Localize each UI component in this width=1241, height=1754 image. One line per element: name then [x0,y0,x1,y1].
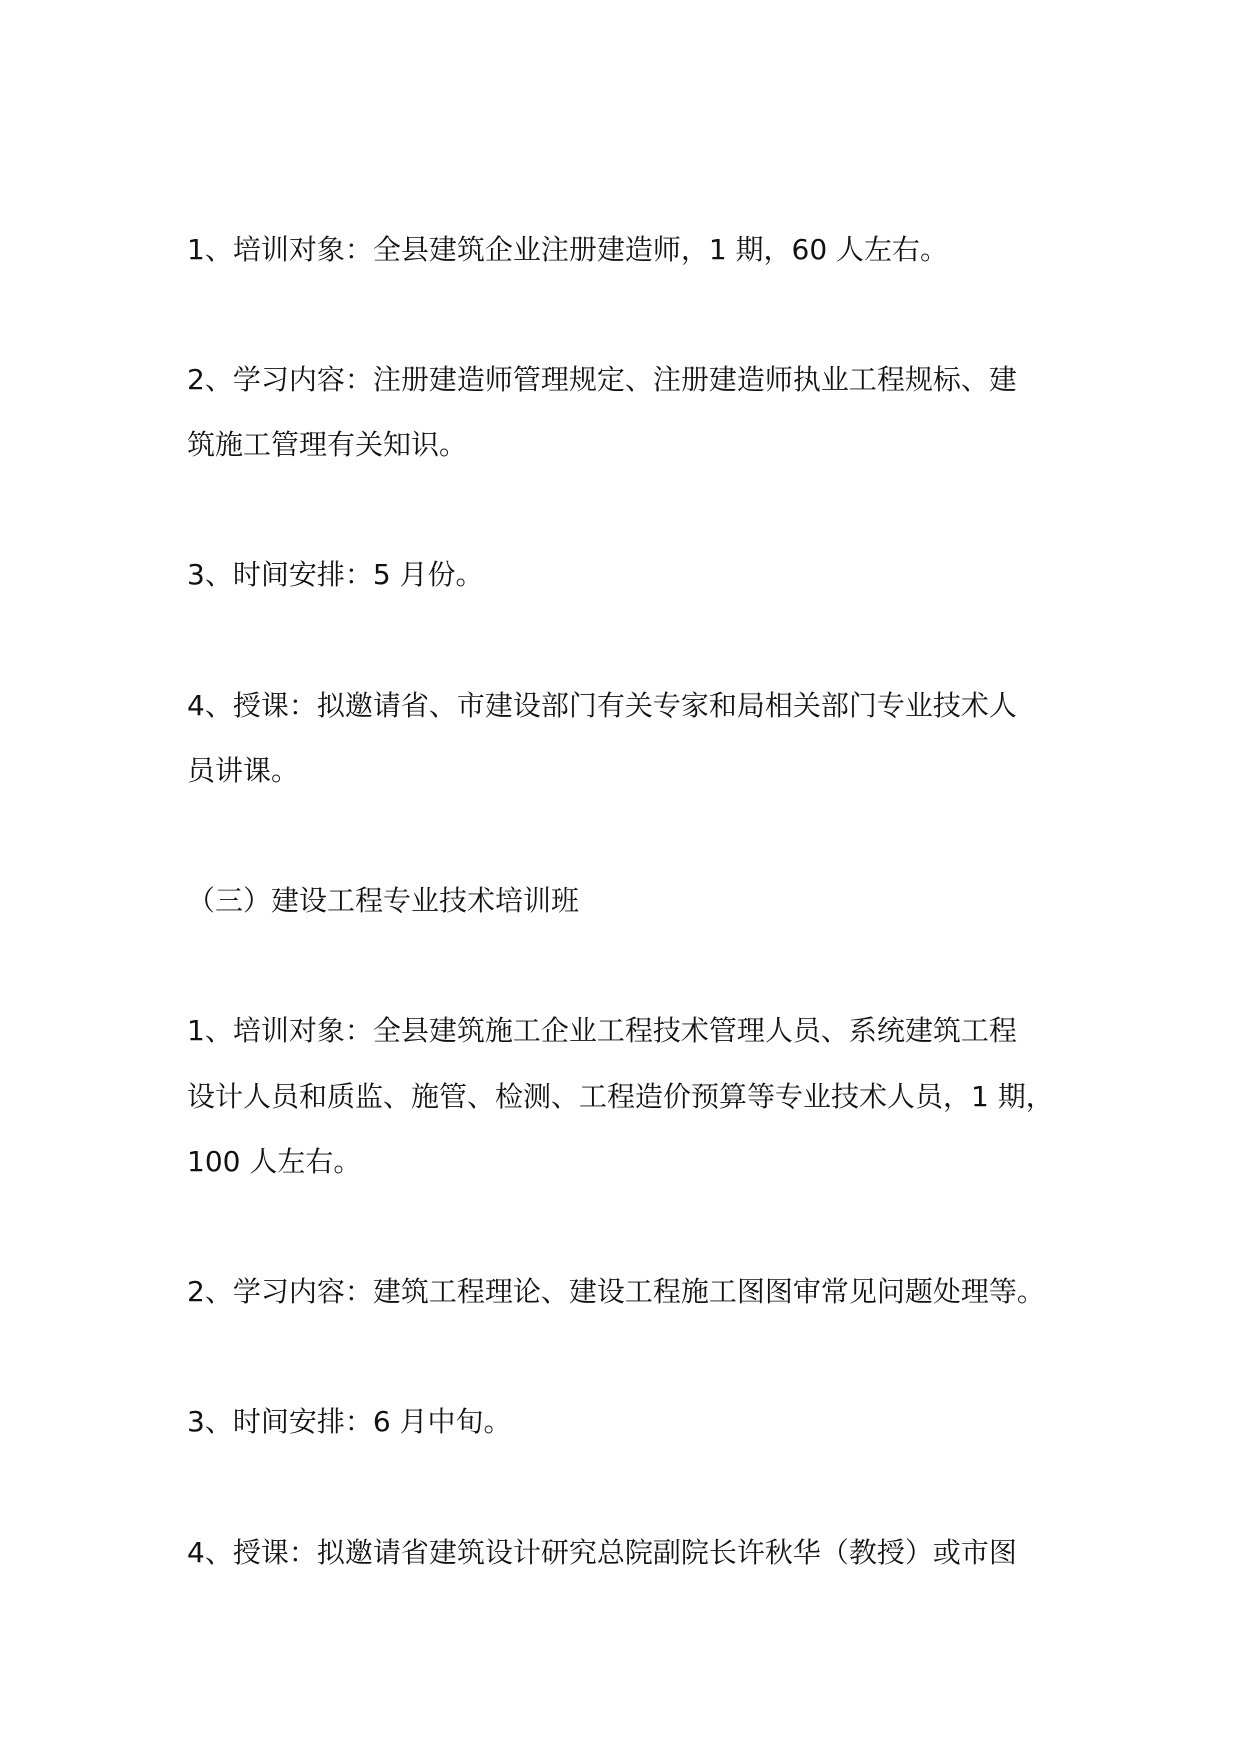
text-line-10: 2、学习内容：建筑工程理论、建设工程施工图图审常见问题处理等。 [187,1275,1045,1308]
text-line-9: 100 人左右。 [187,1145,362,1178]
text-line-8: 设计人员和质监、施管、检测、工程造价预算等专业技术人员，1 期， [187,1080,1054,1113]
text-line-5: 4、授课：拟邀请省、市建设部门有关专家和局相关部门专业技术人 [187,689,1017,722]
text-line-1: 1、培训对象：全县建筑企业注册建造师，1 期，60 人左右。 [187,233,949,266]
text-line-6: 员讲课。 [187,754,300,787]
text-line-2: 2、学习内容：注册建造师管理规定、注册建造师执业工程规标、建 [187,363,1017,396]
text-line-11: 3、时间安排：6 月中旬。 [187,1405,512,1438]
text-line-7: 1、培训对象：全县建筑施工企业工程技术管理人员、系统建筑工程 [187,1014,1017,1047]
text-line-12: 4、授课：拟邀请省建筑设计研究总院副院长许秋华（教授）或市图 [187,1536,1017,1569]
section-heading: （三）建设工程专业技术培训班 [187,884,580,917]
text-line-3: 筑施工管理有关知识。 [187,428,468,461]
text-line-4: 3、时间安排：5 月份。 [187,558,484,591]
